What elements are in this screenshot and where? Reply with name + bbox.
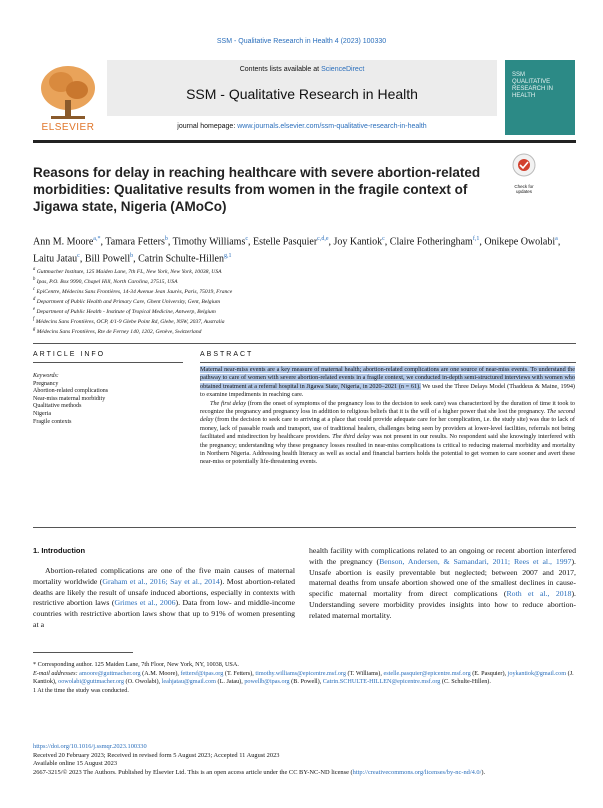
email-owner: (E. Pasquier), xyxy=(470,669,508,677)
affiliation-text: Department of Public Health and Primary Care, Ghent University, Gent, Belgium xyxy=(35,299,220,306)
homepage-link[interactable]: www.journals.elsevier.com/ssm-qualitative-research-in-health xyxy=(237,123,427,130)
author-affiliation-marker[interactable]: c xyxy=(77,253,80,260)
email-owner: (B. Powell), xyxy=(289,678,323,686)
license-text: 2667-3215/© 2023 The Authors. Published by Elsevier Ltd. This is an open access article under the CC BY-NC-ND license ( xyxy=(33,768,353,776)
cover-line-1: SSM xyxy=(512,72,526,78)
header-rule xyxy=(33,140,576,143)
affiliation-marker: e xyxy=(33,307,36,313)
email-link[interactable]: leahjatau@gmail.com xyxy=(161,678,216,686)
author-name: Tamara Fetters xyxy=(105,236,165,248)
license-link[interactable]: http://creativecommons.org/licenses/by-nc-nd/4.0/ xyxy=(352,768,482,776)
affiliation-marker: a xyxy=(33,267,36,272)
author-affiliation-marker[interactable]: f,1 xyxy=(472,236,480,242)
third-delay-label: The third delay xyxy=(332,433,371,441)
author-name: Joy Kantiok xyxy=(333,236,383,248)
contents-line xyxy=(107,66,497,73)
email-label: E-mail addresses: xyxy=(33,669,80,677)
affiliation-list xyxy=(33,266,573,336)
email-owner: (C. Schulte-Hillen). xyxy=(440,678,491,686)
publisher-name: ELSEVIER xyxy=(41,122,95,133)
author-affiliation-marker[interactable]: b xyxy=(164,236,168,242)
email-link[interactable]: amoore@guttmacher.org xyxy=(79,669,141,677)
abstract-highlight: Maternal near-miss events are a key measure of maternal health; abortion-related complications are one source of near-miss events. To understand the pathway to care of women with severe abortion-related events in a fragile context, we conducted in-depth semi-structured interviews with women who obtained treatment at a referral hospital in Jigawa State, Nigeria, in 2020–2021 (n = 61). xyxy=(200,366,575,390)
footnote-1: 1 At the time the study was conducted. xyxy=(33,686,129,694)
affiliation-marker: g xyxy=(33,327,36,333)
affiliation-marker: b xyxy=(33,277,36,283)
affiliation-text: EpiCentre, Médecins Sans Frontières, 14-34 Avenue Jean Jaurès, Paris, 75019, France xyxy=(35,288,233,295)
abstract-body xyxy=(200,366,575,467)
affiliation-rule xyxy=(33,343,576,344)
email-owner: (T. Williams), xyxy=(345,669,384,677)
author-name: Ann M. Moore xyxy=(33,236,94,248)
email-link[interactable]: Catrin.SCHULTE-HILLEN@epicentre.msf.org xyxy=(322,678,441,686)
author-list: Ann M. Moore$^{a,*}$, Tamara Fetters$^b$, Timothy Williams$^c$, Estelle Pasquier$^{c,d,e}$, Joy Kantiok$^c$, Claire Fotheringham$^{f,1}$, Onikepe Owolabi$^a$, Laitu Jatau$^c$, Bill Powell$^b$, Catrin Schulte-Hillen$^{g,1}$ xyxy=(33,236,561,265)
author-name: Catrin Schulte-Hillen xyxy=(138,253,224,265)
author-affiliation-marker[interactable]: a xyxy=(555,236,558,242)
intro-column-1 xyxy=(33,566,295,631)
affiliation-item xyxy=(33,286,573,296)
affiliation-text: Guttmacher Institute, 125 Maiden Lane, 7th FL, New York, New York, 10038, USA xyxy=(35,268,222,275)
abstract-paragraph-1 xyxy=(200,366,575,400)
intro-paragraph-2 xyxy=(309,546,576,622)
affiliation-text: Médecins Sans Frontières, OCP, 4/1-9 Glebe Point Rd, Glebe, NSW, 2037, Australia xyxy=(34,319,225,326)
corresponding-author-note: * Corresponding author. 125 Maiden Lane, 7th Floor, New York, NY, 10038, USA. xyxy=(33,661,239,668)
abstract-paragraph-2 xyxy=(200,400,575,467)
affiliation-item xyxy=(33,306,573,316)
license-text-end: ). xyxy=(481,768,486,776)
abstract-p2-b: (from the decision to seek care to arriving at a place that could provide adequate care for her complication, i.e. the study site) was due to lack of money, lack of passable roads and transport, use of traditional healers, challenges being seen by providers at lower-level facilities, referrals not being facilitated and misdirection by healthcare providers. xyxy=(200,416,575,441)
email-addresses xyxy=(33,670,576,687)
affiliation-item xyxy=(33,276,573,286)
affiliation-text: Médecins Sans Frontières, Rte de Ferney 140, 1202, Genève, Switzerland xyxy=(35,329,202,336)
abstract-heading: ABSTRACT xyxy=(200,351,254,358)
intro-column-2 xyxy=(309,546,576,622)
contents-prefix: Contents lists available at xyxy=(239,66,320,73)
citation-link[interactable]: Benson, Andersen, & Samandari, 2011; Rees et al., 1997 xyxy=(379,556,572,566)
affiliation-marker: c xyxy=(33,287,36,293)
intro2-text-c: ). Understanding severe morbidity provides insights into how to reduce abortion-related maternal mortality. xyxy=(309,589,576,620)
article-info-heading: ARTICLE INFO xyxy=(33,351,106,358)
footnotes xyxy=(33,661,576,695)
affiliation-marker: f xyxy=(33,317,35,323)
keyword-item: Fragile contexts xyxy=(33,418,72,425)
article-meta xyxy=(33,743,576,777)
abstract-bottom-rule xyxy=(33,527,576,528)
intro-text-c: ). Data from low- and middle-income countries with restrictive abortion laws show that up to 91% of women presenting at a xyxy=(33,598,296,629)
keywords-list xyxy=(33,381,173,427)
citation-link[interactable]: Grimes et al., 2006 xyxy=(114,598,176,608)
available-online: Available online 15 August 2023 xyxy=(33,760,118,768)
author-affiliation-marker[interactable]: c,d,e xyxy=(317,236,329,242)
author-name: Estelle Pasquier xyxy=(253,236,318,248)
elsevier-logo xyxy=(33,60,103,135)
email-link[interactable]: fettersf@ipas.org xyxy=(180,669,224,677)
intro-paragraph-1 xyxy=(33,566,295,631)
affiliation-text: Ipas, P.O. Box 9990, Chapel Hill, North Carolina, 27515, USA xyxy=(35,278,178,285)
doi-link[interactable]: https://doi.org/10.1016/j.ssmqr.2023.100330 xyxy=(33,743,147,750)
affiliation-item xyxy=(33,296,573,306)
email-owner: (O. Owolabi), xyxy=(124,678,162,686)
email-owner: (A.M. Moore), xyxy=(140,669,181,677)
keyword-item: Nigeria xyxy=(33,410,51,417)
author-affiliation-marker[interactable]: c xyxy=(245,236,249,242)
keywords-block xyxy=(33,373,173,426)
affiliation-item xyxy=(33,316,573,326)
article-title: Reasons for delay in reaching healthcare with severe abortion-related morbidities: Qualitative results from women in the fragile context of Jigawa state, Nigeria (AMoCo) xyxy=(33,165,481,214)
abstract-p1-rest: We used the Three Delays Model (Thaddeus & Maine, 1994) to examine impediments in reaching care. xyxy=(200,382,575,399)
intro2-text-b: ). Unsafe abortion is easily preventable but neglected; between 2007 and 2017, maternal deaths from unsafe abortion showed one of the smallest declines in cause-specific maternal mortality from direct complications ( xyxy=(309,556,576,599)
check-updates-icon xyxy=(510,153,538,179)
author-name: Onikepe Owolabi xyxy=(484,236,556,248)
email-link[interactable]: powellb@ipas.org xyxy=(244,678,290,686)
first-delay-label: The first delay xyxy=(210,399,247,407)
affiliation-item xyxy=(33,266,573,276)
affiliation-marker: d xyxy=(33,297,36,303)
email-link[interactable]: joykantiok@gmail.com xyxy=(507,669,567,677)
email-owner: (J. Kantiok), xyxy=(33,669,574,686)
check-updates-button[interactable] xyxy=(510,153,538,194)
author-affiliation-marker[interactable]: c xyxy=(382,236,385,242)
author-name: Bill Powell xyxy=(84,253,131,265)
license-line xyxy=(33,769,576,778)
article-info-rule xyxy=(33,362,183,363)
email-owner: (L. Jatau), xyxy=(215,678,245,686)
citation-link[interactable]: Graham et al., 2016; Say et al., 2014 xyxy=(102,576,220,586)
author-affiliation-marker[interactable]: g,1 xyxy=(223,253,232,260)
journal-title: SSM - Qualitative Research in Health xyxy=(186,86,418,102)
citation-link[interactable]: Roth et al., 2018 xyxy=(506,589,572,599)
cover-line-4: HEALTH xyxy=(512,93,536,99)
check-updates-label: Check for updates xyxy=(514,184,534,194)
author-name: Laitu Jatau xyxy=(33,253,78,265)
affiliation-text: Department of Public Health - Institute of Tropical Medicine, Antwerp, Belgium xyxy=(35,309,216,316)
footnote-rule xyxy=(33,652,133,653)
email-link[interactable]: estelle.pasquier@epicentre.msf.org xyxy=(383,669,471,677)
cover-line-3: RESEARCH IN xyxy=(512,86,554,92)
cover-text xyxy=(512,72,570,100)
keyword-item: Abortion-related complications xyxy=(33,388,109,395)
email-link[interactable]: oowolabi@guttmacher.org xyxy=(58,678,124,686)
keyword-item: Pregnancy xyxy=(33,380,59,387)
abstract-p2-a: (from the onset of symptoms of the pregnancy loss to the decision to seek care) was characterized by the duration of time it took to recognize the pregnancy and pregnancy loss in addition to religious beliefs that it is the will of a higher power that she lost the pregnancy. xyxy=(200,399,576,416)
affiliation-item xyxy=(33,326,573,336)
cover-line-2: QUALITATIVE xyxy=(512,79,551,85)
received-dates: Received 20 February 2023; Received in revised form 5 August 2023; Accepted 11 August 2023 xyxy=(33,751,280,759)
keyword-item: Near-miss maternal morbidity xyxy=(33,395,106,402)
homepage-prefix: journal homepage: xyxy=(177,123,236,130)
introduction-heading: 1. Introduction xyxy=(33,546,86,555)
intro-text-b: ). Most abortion-related deaths are likely the result of unsafe induced abortions, especially in contexts with restrictive abortion laws ( xyxy=(33,576,296,608)
author-affiliation-marker[interactable]: b xyxy=(130,253,134,260)
abstract-p2-c: was not present in our results. No respondent said she knowingly interfered with the pregnancy; understanding why these pregnancy losses resulted in near-miss complications is critical to reducing maternal morbidity and mortality in Northern Nigeria. Addressing health literacy as well as social and financial barriers holds the potential to get women to care sooner and avert these near-miss or potentially life-threatening events. xyxy=(200,433,575,466)
keyword-item: Qualitative methods xyxy=(33,403,82,410)
sciencedirect-link[interactable]: ScienceDirect xyxy=(321,66,365,73)
email-owner: (T. Fetters), xyxy=(223,669,256,677)
second-delay-label: The second delay xyxy=(200,408,576,424)
author-name: Claire Fotheringham xyxy=(389,236,473,248)
keywords-label: Keywords: xyxy=(33,373,59,379)
intro2-text-a: health facility with complications related to an ongoing or recent abortion interfered with the pregnancy ( xyxy=(309,546,576,566)
intro-text-a: Abortion-related complications are one of the five main causes of maternal mortality worldwide ( xyxy=(33,566,295,586)
abstract-rule xyxy=(200,362,576,363)
email-link[interactable]: timothy.williams@epicentre.msf.org xyxy=(255,669,346,677)
author-name: Timothy Williams xyxy=(172,236,246,248)
author-affiliation-marker[interactable]: a,* xyxy=(93,236,101,242)
homepage-line xyxy=(107,123,497,130)
journal-running-header[interactable]: SSM - Qualitative Research in Health 4 (2023) 100330 xyxy=(216,38,387,45)
